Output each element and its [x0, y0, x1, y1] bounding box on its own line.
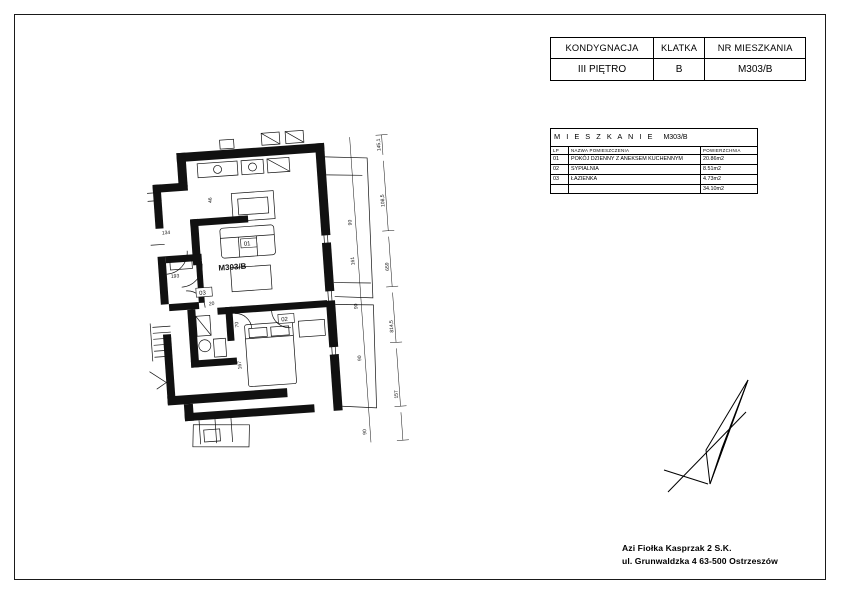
- schedule-col-name: NAZWA POMIESZCZENIA: [569, 146, 701, 155]
- dim-right-9: 90: [362, 428, 369, 435]
- room-tag-01: 01: [243, 241, 251, 248]
- schedule-row-area: 8.51m2: [701, 165, 758, 175]
- dim-left-1: 193: [170, 273, 180, 280]
- schedule-row-name: ŁAZIENKA: [569, 174, 701, 184]
- room-tag-03: 03: [199, 290, 207, 297]
- schedule-title-cell: [551, 129, 758, 147]
- schedule-total-blank-name: [569, 184, 701, 194]
- schedule-header-row: [551, 146, 758, 155]
- footer-company-address: ul. Grunwaldzka 4 63-500 Ostrzeszów: [622, 556, 778, 567]
- dim-right-5: 90: [353, 303, 360, 310]
- schedule-row-lp: 03: [551, 174, 569, 184]
- schedule-row-lp: 02: [551, 165, 569, 175]
- dim-right-0: 145,1: [375, 138, 383, 152]
- table-row: [551, 165, 758, 175]
- schedule-row-area: 20.86m2: [701, 155, 758, 165]
- dim-left-2: 20: [208, 300, 215, 308]
- dim-right-6: 814,5: [388, 319, 396, 333]
- dim-inner-2: 167: [236, 360, 244, 370]
- header-info-table: [550, 37, 806, 81]
- plan-walls: [150, 143, 342, 422]
- table-row: [551, 174, 758, 184]
- header-value-kondygnacja: III PIĘTRO: [551, 59, 654, 81]
- dim-right-7: 90: [356, 355, 364, 362]
- dim-inner-3: 55: [180, 152, 187, 159]
- dim-right-8: 157: [393, 389, 400, 399]
- room-tag-02: 02: [281, 316, 289, 324]
- header-value-nr-mieszkania: M303/B: [705, 59, 806, 81]
- dim-right-3: 161: [349, 256, 357, 266]
- dim-inner-0: 46: [207, 197, 214, 204]
- table-row: [551, 155, 758, 165]
- schedule-title: M I E S Z K A N I E: [554, 132, 655, 141]
- dim-left-0: 134: [161, 229, 171, 237]
- dim-right-2: 90: [347, 219, 354, 226]
- floor-plan-drawing: [120, 118, 450, 458]
- header-table-value-row: [551, 59, 806, 81]
- header-table-header-row: [551, 38, 806, 59]
- schedule-title-row: [551, 129, 758, 147]
- dim-right-4: 659: [384, 262, 392, 271]
- schedule-total-area: 34.10m2: [701, 184, 758, 194]
- dim-right-1: 108,5: [379, 194, 387, 208]
- dim-inner-1: 70: [234, 321, 241, 328]
- north-arrow-icon: [648, 372, 758, 500]
- schedule-row-name: POKÓJ DZIENNY Z ANEKSEM KUCHENNYM: [569, 155, 701, 165]
- footer-company-name: Azi Fiołka Kasprzak 2 S.K.: [622, 543, 732, 553]
- schedule-total-blank-lp: [551, 184, 569, 194]
- footer-block: [622, 542, 778, 569]
- header-value-klatka: B: [654, 59, 705, 81]
- apartment-label: M303/B: [218, 261, 247, 273]
- schedule-col-area: POWIERZCHNIA: [701, 146, 758, 155]
- header-col-nr-mieszkania: NR MIESZKANIA: [705, 38, 806, 59]
- schedule-row-lp: 01: [551, 155, 569, 165]
- schedule-title-number: M303/B: [663, 134, 688, 141]
- schedule-total-row: [551, 184, 758, 194]
- schedule-row-name: SYPIALNIA: [569, 165, 701, 175]
- room-schedule-table: [550, 128, 758, 194]
- schedule-row-area: 4.73m2: [701, 174, 758, 184]
- schedule-col-lp: LP: [551, 146, 569, 155]
- header-col-kondygnacja: KONDYGNACJA: [551, 38, 654, 59]
- plan-dimension-lines: [350, 134, 409, 442]
- header-col-klatka: KLATKA: [654, 38, 705, 59]
